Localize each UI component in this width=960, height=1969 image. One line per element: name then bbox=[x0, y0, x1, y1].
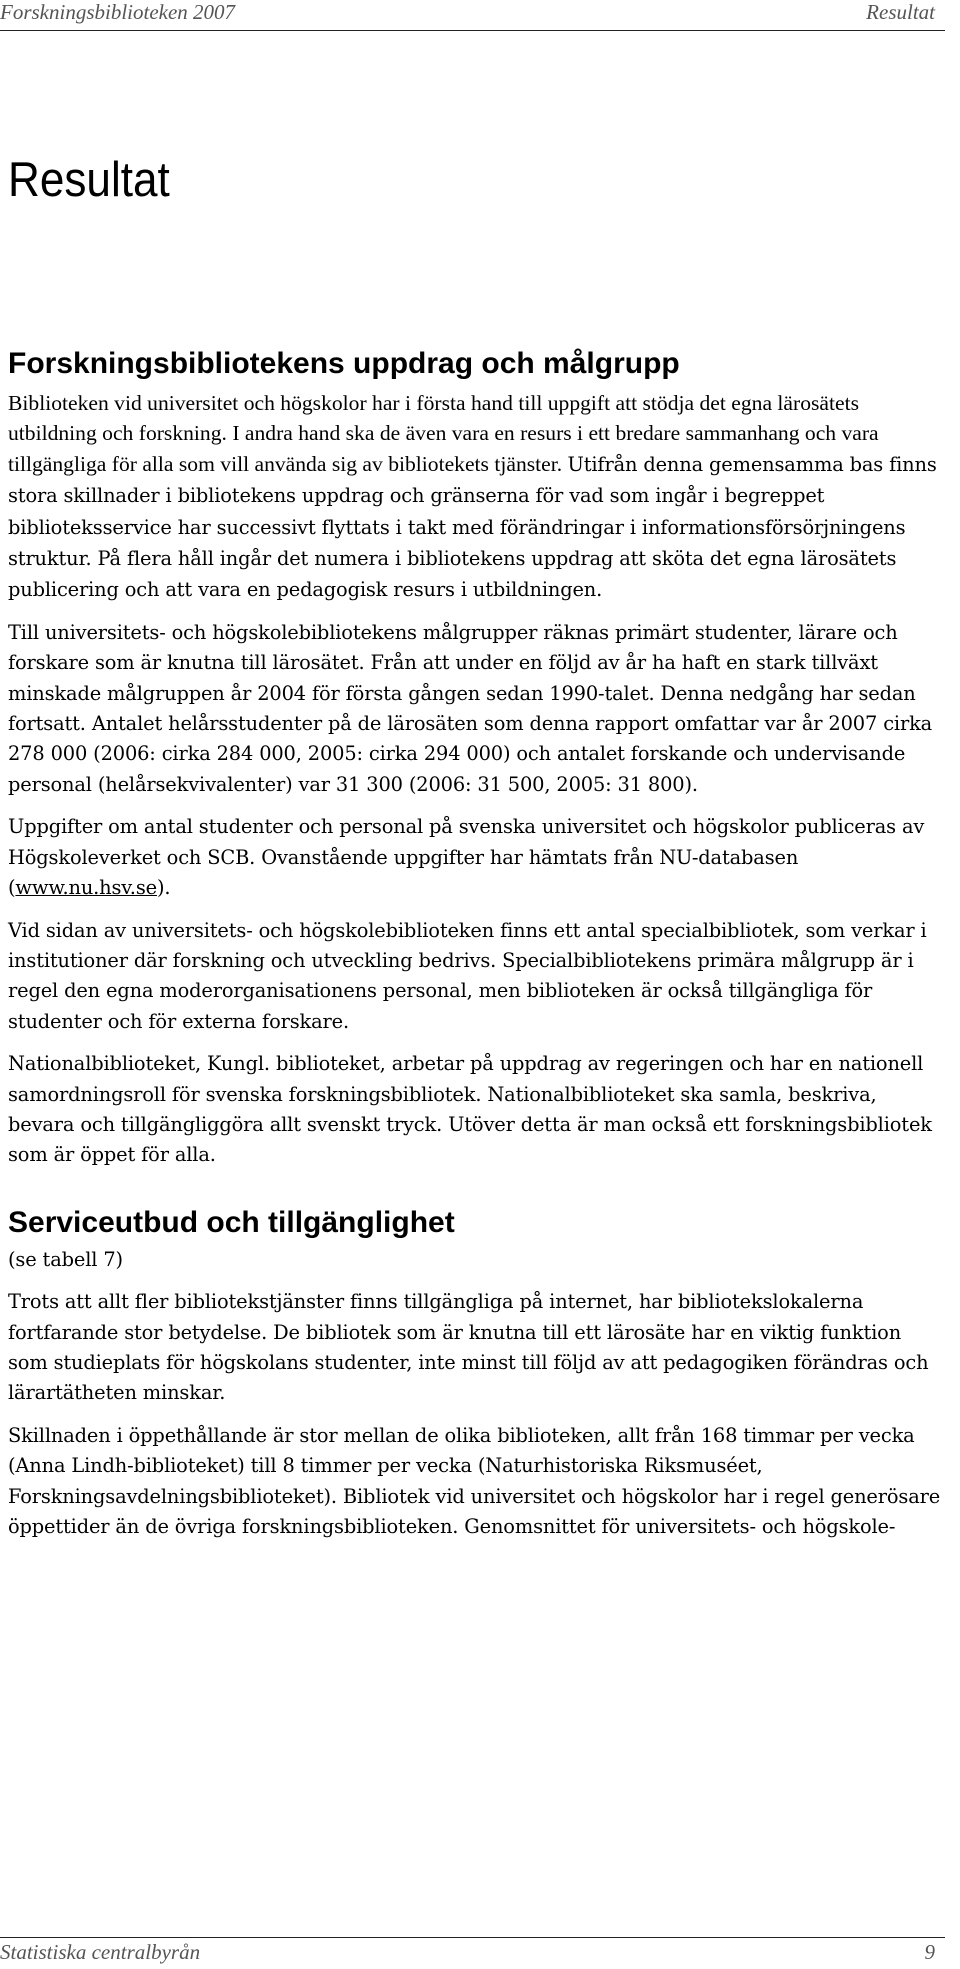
header-chapter-title: Resultat bbox=[866, 0, 935, 24]
header-publication-title: Forskningsbiblioteken 2007 bbox=[0, 0, 236, 24]
paragraph-part: Utifrån denna gemensamma bas finns stora skillnader i bibliotekens uppdrag och gränserna för vad som ingår i begreppet biblioteksservice har successivt flyttats i takt med förändringar i informationsförsörjningens struktur. På flera håll ingår det numera i bibliotekens uppdrag att sköta det egna lärosätets publicering och att vara en pedagogisk resurs i utbildningen. bbox=[8, 452, 937, 602]
paragraph-text: Uppgifter om antal studenter och personal på svenska universitet och högskolor publiceras av Högskoleverket och SCB. Ovanstående uppgifter har hämtats från NU-databasen ( bbox=[8, 815, 925, 900]
page-title: Resultat bbox=[8, 153, 170, 207]
page-number: 9 bbox=[924, 1940, 935, 1964]
section-uppdrag-malgrupp bbox=[8, 346, 945, 1171]
paragraph bbox=[8, 388, 945, 606]
page-header bbox=[0, 0, 945, 31]
paragraph: Trots att allt fler bibliotekstjänster finns tillgängliga på internet, har bibliotekslokalerna fortfarande stor betydelse. De bibliotek som är knutna till ett lärosäte har en viktig funktion som studieplats för högskolans studenter, inte minst till följd av att pedagogiken förändras och lärartätheten minskar. bbox=[8, 1290, 929, 1405]
page-footer bbox=[0, 1937, 945, 1968]
paragraph-text: ). bbox=[156, 876, 171, 900]
section-serviceutbud bbox=[8, 1205, 945, 1543]
paragraph: Skillnaden i öppethållande är stor mellan de olika biblioteken, allt från 168 timmar per vecka (Anna Lindh-biblioteket) till 8 timmer per vecka (Naturhistoriska Riksmuséet, Forskningsavdelningsbiblioteket). Bibliotek vid universitet och högskolor har i regel generösare öppettider än de övriga forskningsbiblioteken. Genomsnittet för universitets- och högskole- bbox=[8, 1423, 941, 1538]
paragraph: Nationalbiblioteket, Kungl. biblioteket, arbetar på uppdrag av regeringen och har en nationell samordningsroll för svenska forskningsbibliotek. Nationalbiblioteket ska samla, beskriva, bevara och tillgängliggöra allt svenskt tryck. Utöver detta är man också ett forskningsbibliotek som är öppet för alla. bbox=[8, 1052, 932, 1167]
footer-publisher: Statistiska centralbyrån bbox=[0, 1940, 201, 1964]
paragraph bbox=[8, 812, 945, 903]
nu-database-link[interactable]: www.nu.hsv.se bbox=[15, 876, 157, 900]
page-content bbox=[8, 150, 945, 1542]
paragraph-part: Biblioteken vid universitet och högskolor har i första hand till uppgift att stödja det egna lärosätets utbildning och forskning. I andra hand ska de även vara en resurs i ett bredare sammanhang och vara tillgängliga för alla som vill använda sig av bibliotekets tjänster. bbox=[8, 391, 879, 476]
section-heading: Serviceutbud och tillgänglighet bbox=[8, 1205, 455, 1239]
paragraph: Vid sidan av universitets- och högskolebiblioteken finns ett antal specialbibliotek, som verkar i institutioner där forskning och utveckling bedrivs. Specialbibliotekens primära målgrupp är i regel den egna moderorganisationens personal, men biblioteken är också tillgängliga för studenter och för externa forskare. bbox=[8, 918, 927, 1033]
table-reference: (se tabell 7) bbox=[8, 1247, 123, 1271]
section-heading: Forskningsbibliotekens uppdrag och målgrupp bbox=[8, 347, 680, 380]
paragraph: Till universitets- och högskolebibliotekens målgrupper räknas primärt studenter, lärare och forskare som är knutna till lärosätet. Från att under en följd av år ha haft en stark tillväxt minskade målgruppen år 2004 för första gången sedan 1990-talet. Denna nedgång har sedan fortsatt. Antalet helårsstudenter på de lärosäten som denna rapport omfattar var år 2007 cirka 278 000 (2006: cirka 284 000, 2005: cirka 294 000) och antalet forskande och undervisande personal (helårsekvivalenter) var 31 300 (2006: 31 500, 2005: 31 800). bbox=[8, 620, 933, 796]
